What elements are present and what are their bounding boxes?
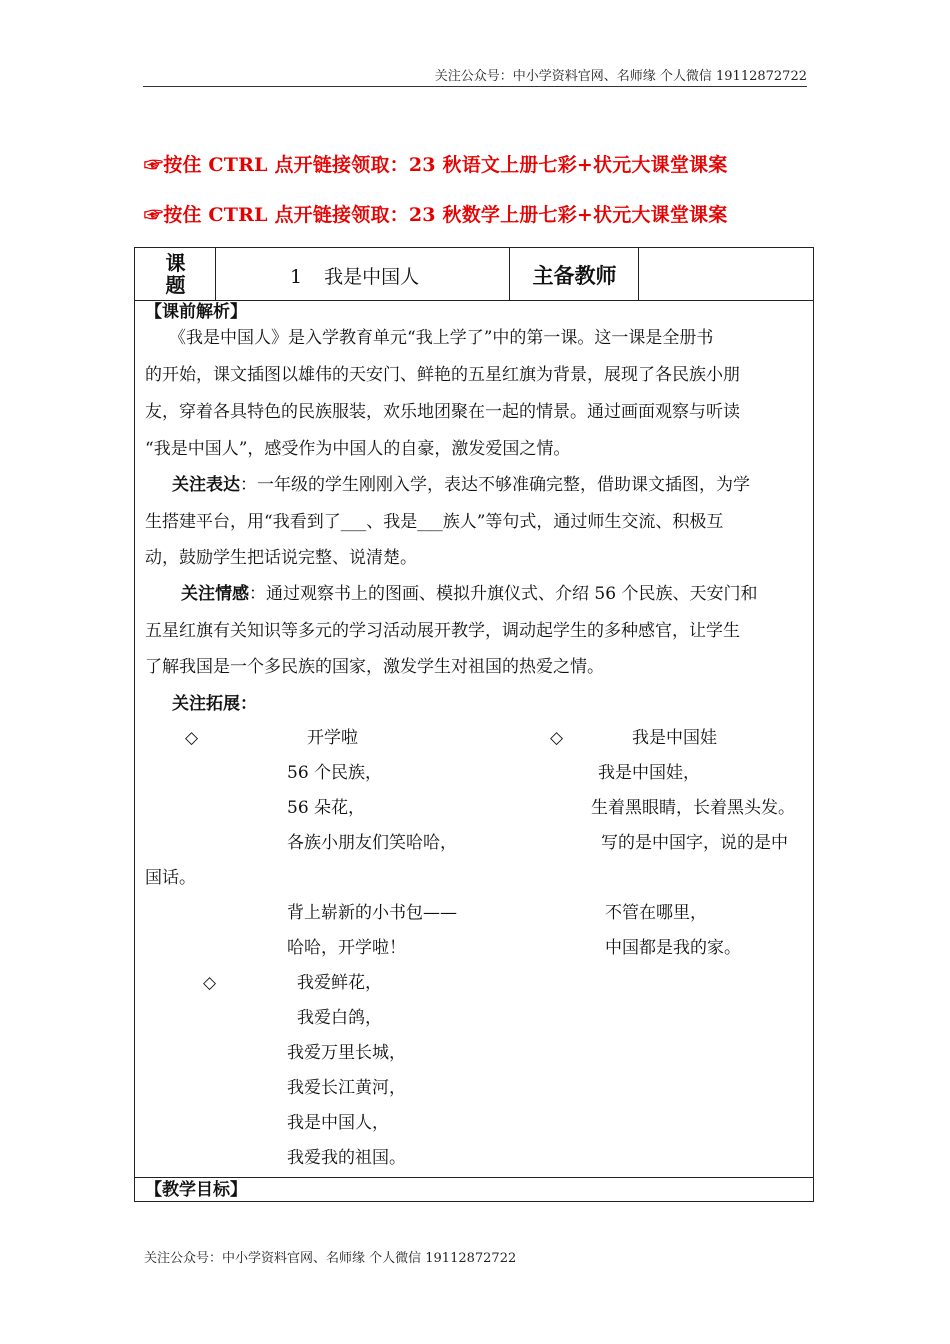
poem2-line-3: 写的是中国字，说的是中: [601, 833, 788, 853]
poem2-line-5: 不管在哪里，: [605, 903, 707, 923]
lesson-number: 1: [290, 266, 303, 288]
poem3-line-3: 我爱万里长城，: [287, 1043, 406, 1063]
poem2-title: 我是中国娃: [632, 728, 717, 748]
analysis-line-2: 的开始，课文插图以雄伟的天安门、鲜艳的五星红旗为背景，展现了各民族小朋: [145, 365, 740, 385]
footer-text: 关注公众号：中小学资料官网、名师缘 个人微信 19112872722: [144, 1251, 517, 1266]
diamond-icon: ◇: [185, 728, 199, 748]
poem1-line-4: 背上崭新的小书包——: [287, 903, 457, 923]
emotion-line-3: 了解我国是一个多民族的国家，激发学生对祖国的热爱之情。: [145, 657, 604, 677]
expression-line-3: 动，鼓励学生把话说完整、说清楚。: [145, 548, 417, 568]
header-rule: [143, 86, 807, 87]
header-text: 关注公众号：中小学资料官网、名师缘 个人微信 19112872722: [434, 69, 807, 84]
topic-label-2: 题: [165, 273, 186, 297]
lesson-title-cell: [216, 248, 510, 300]
poem1-line-1: 56 个民族，: [287, 763, 383, 783]
goals-title: 【教学目标】: [145, 1180, 247, 1200]
poem2-line-2: 生着黑眼睛，长着黑头发。: [591, 798, 795, 818]
poem3-line-4: 我爱长江黄河，: [287, 1078, 406, 1098]
teacher-label: 主备教师: [532, 263, 617, 288]
poem2-line-4: 国话。: [145, 868, 196, 888]
analysis-title: 【课前解析】: [145, 302, 247, 322]
teacher-value-cell: [639, 248, 813, 300]
topic-label-1: 课: [165, 251, 186, 275]
poem1-line-3: 各族小朋友们笑哈哈，: [287, 833, 457, 853]
analysis-line-3: 友，穿着各具特色的民族服装，欢乐地团聚在一起的情景。通过画面观察与听读: [145, 402, 740, 422]
emotion-line-2: 五星红旗有关知识等多元的学习活动展开教学，调动起学生的多种感官，让学生: [145, 621, 740, 641]
poem3-line-6: 我爱我的祖国。: [287, 1148, 406, 1168]
poem2-line-6: 中国都是我的家。: [605, 938, 741, 958]
lesson-plan-table: [134, 247, 814, 1202]
promo-link-chinese[interactable]: ☞按住 CTRL 点开链接领取：23 秋语文上册七彩+状元大课堂课案: [144, 154, 728, 176]
extension-label: 关注拓展：: [172, 694, 257, 714]
analysis-line-4: “我是中国人”，感受作为中国人的自豪，激发爱国之情。: [145, 439, 571, 459]
poem3-line-2: 我爱白鸽，: [297, 1008, 382, 1028]
expression-line-2: 生搭建平台，用“我看到了___、我是___族人”等句式，通过师生交流、积极互: [145, 512, 724, 532]
emotion-line-1: 关注情感：通过观察书上的图画、模拟升旗仪式、介绍 56 个民族、天安门和: [181, 584, 758, 604]
lesson-title: 我是中国人: [324, 266, 420, 288]
poem1-line-2: 56 朵花，: [287, 798, 366, 818]
analysis-line-1: 《我是中国人》是入学教育单元“我上学了”中的第一课。这一课是全册书: [169, 328, 714, 348]
table-header-row: [135, 248, 813, 301]
poem3-line-1: 我爱鲜花，: [297, 973, 382, 993]
poem2-line-1: 我是中国娃，: [598, 763, 700, 783]
diamond-icon: ◇: [203, 973, 217, 993]
expression-label: 关注表达: [172, 475, 240, 495]
poem1-title: 开学啦: [307, 728, 358, 748]
expression-line-1: 关注表达：一年级的学生刚刚入学，表达不够准确完整，借助课文插图，为学: [172, 475, 750, 495]
poem1-line-5: 哈哈，开学啦！: [287, 938, 406, 958]
teacher-label-cell: [510, 248, 639, 300]
emotion-label: 关注情感: [181, 584, 249, 604]
poem3-line-5: 我是中国人，: [287, 1113, 389, 1133]
topic-label-cell: [135, 248, 216, 300]
promo-link-math[interactable]: ☞按住 CTRL 点开链接领取：23 秋数学上册七彩+状元大课堂课案: [144, 204, 728, 226]
diamond-icon: ◇: [550, 728, 564, 748]
